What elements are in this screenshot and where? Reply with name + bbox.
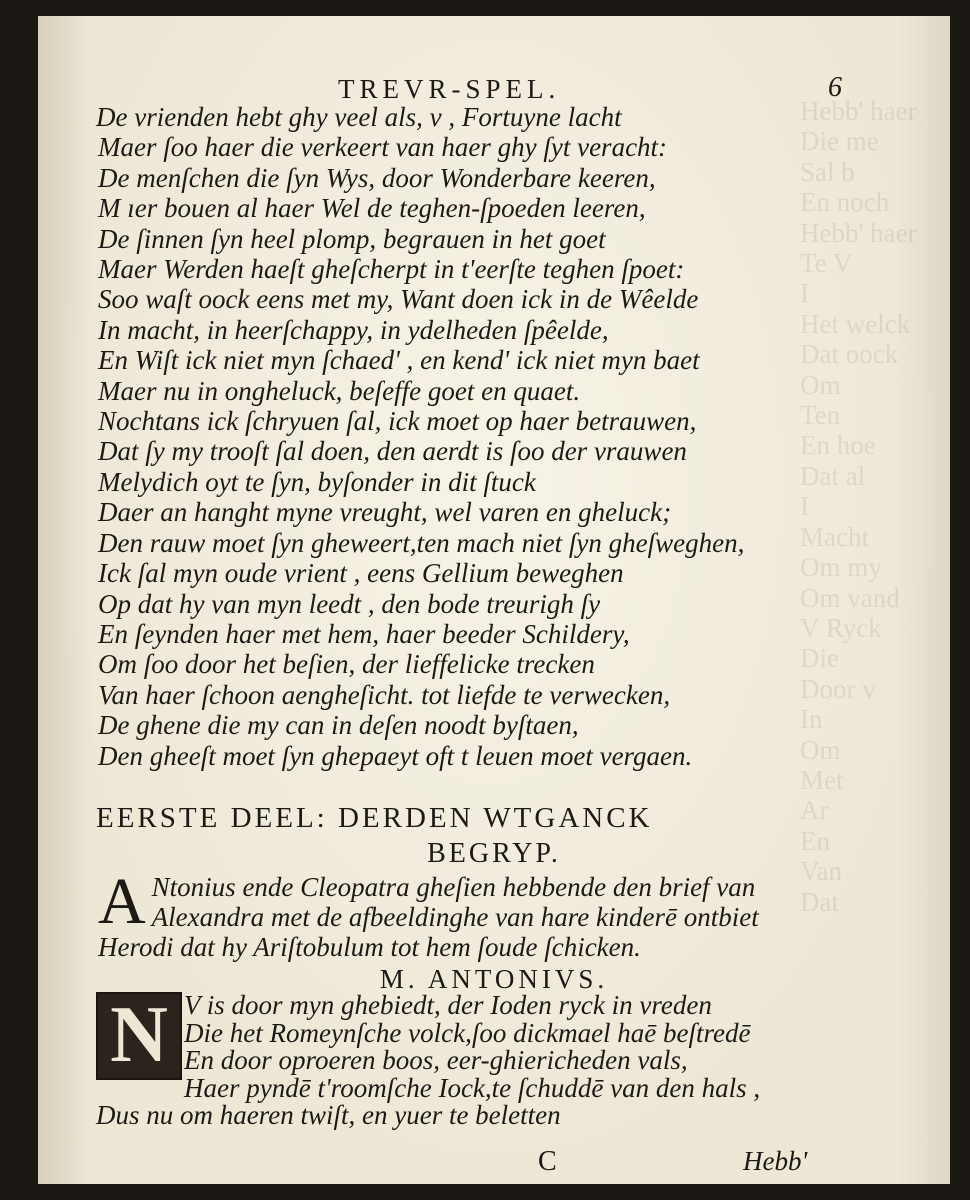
verse-line: Op dat hy van myn leedt , den bode treurigh ſy — [98, 588, 601, 619]
verse-line: En ſeynden haer met hem, haer beeder Schildery, — [98, 618, 630, 649]
verse-line: In macht, in heerſchappy, in ydelheden ſpêelde, — [98, 314, 609, 345]
act-heading: EERSTE DEEL: DERDEN WTGANCK — [96, 802, 653, 834]
argument-initial: A — [98, 865, 146, 938]
verse-line: Nochtans ick ſchryuen ſal, ick moet op haer betrauwen, — [98, 406, 697, 437]
verse-line: De menſchen die ſyn Wys, door Wonderbare keeren, — [98, 162, 656, 193]
verse-line: En Wiſt ick niet myn ſchaed' , en kend' ick niet myn baet — [98, 345, 700, 376]
verse-line: De vrienden hebt ghy veel als, v , Fortuyne lacht — [96, 102, 622, 132]
speech-line: Dus nu om haeren twiſt, en yuer te beletten — [96, 1100, 561, 1130]
verse-line: Den gheeſt moet ſyn ghepaeyt oft t leuen moet vergaen. — [98, 740, 693, 771]
verse-block — [96, 102, 926, 771]
argument-line: Ntonius ende Cleopatra gheſien hebbende den brief van — [151, 872, 756, 902]
verse-line: De ghene die my can in deſen noodt byſtaen, — [98, 710, 579, 741]
verse-line: Daer an hanght myne vreught, wel varen en gheluck; — [98, 497, 672, 528]
speech-block — [96, 992, 926, 1130]
verse-line: Maer Werden haeſt gheſcherpt in t'eerſte teghen ſpoet: — [98, 254, 685, 285]
catchword: Hebb' — [743, 1146, 808, 1176]
speech-line: En door oproeren boos, eer-ghiericheden vals, — [184, 1045, 688, 1075]
speech-line: Die het Romeynſche volck,ſoo dickmael haē beſtredē — [184, 1017, 751, 1048]
verse-line: De ſinnen ſyn heel plomp, begrauen in het goet — [98, 223, 606, 254]
show-through-text: Hebb' haer Die me Sal b En noch Hebb' haer Te V I Het welck Dat oock Om Ten En hoe Dat al I Macht Om my Om vand V Ryck Die Door v In Om Met Ar En Van Dat — [800, 96, 917, 917]
verse-line: Van haer ſchoon aengheſicht. tot liefde te verwecken, — [98, 679, 671, 710]
signature-mark: C — [538, 1146, 557, 1177]
speech-line: Haer pyndē t'roomſche Iock,te ſchuddē van den hals , — [184, 1072, 761, 1103]
argument-line: Herodi dat hy Ariſtobulum tot hem ſoude ſchicken. — [98, 932, 641, 962]
verse-line: M ıer bouen al haer Wel de teghen-ſpoeden leeren, — [98, 193, 646, 224]
speech-line: V is door myn ghebiedt, der Ioden ryck in vreden — [184, 990, 712, 1020]
argument-line: Alexandra met de afbeeldinghe van hare kinderē ontbiet — [151, 902, 759, 932]
decorated-initial-letter: N — [110, 991, 168, 1079]
verse-line: Maer nu in ongheluck, beſeffe goet en quaet. — [98, 375, 581, 406]
verse-line: Dat ſy my trooſt ſal doen, den aerdt is ſoo der vrauwen — [98, 436, 687, 467]
page-number: 6 — [828, 72, 842, 103]
book-page — [38, 16, 950, 1184]
verse-line: Om ſoo door het beſien, der lieffelicke trecken — [98, 649, 595, 680]
running-head: TREVR-SPEL. — [338, 74, 561, 104]
verse-line: Maer ſoo haer die verkeert van haer ghy ſyt veracht: — [98, 132, 668, 163]
speaker-name: M. ANTONIVS. — [379, 964, 609, 994]
argument-block — [98, 865, 908, 962]
verse-line: Melydich oyt te ſyn, byſonder in dit ſtuck — [98, 466, 536, 497]
verse-line: Soo waſt oock eens met my, Want doen ick in de Wêelde — [98, 284, 699, 315]
act-subheading: BEGRYP. — [427, 838, 561, 869]
verse-line: Ick ſal myn oude vrient , eens Gellium beweghen — [98, 558, 624, 589]
verse-line: Den rauw moet ſyn gheweert,ten mach niet ſyn gheſweghen, — [98, 527, 745, 558]
